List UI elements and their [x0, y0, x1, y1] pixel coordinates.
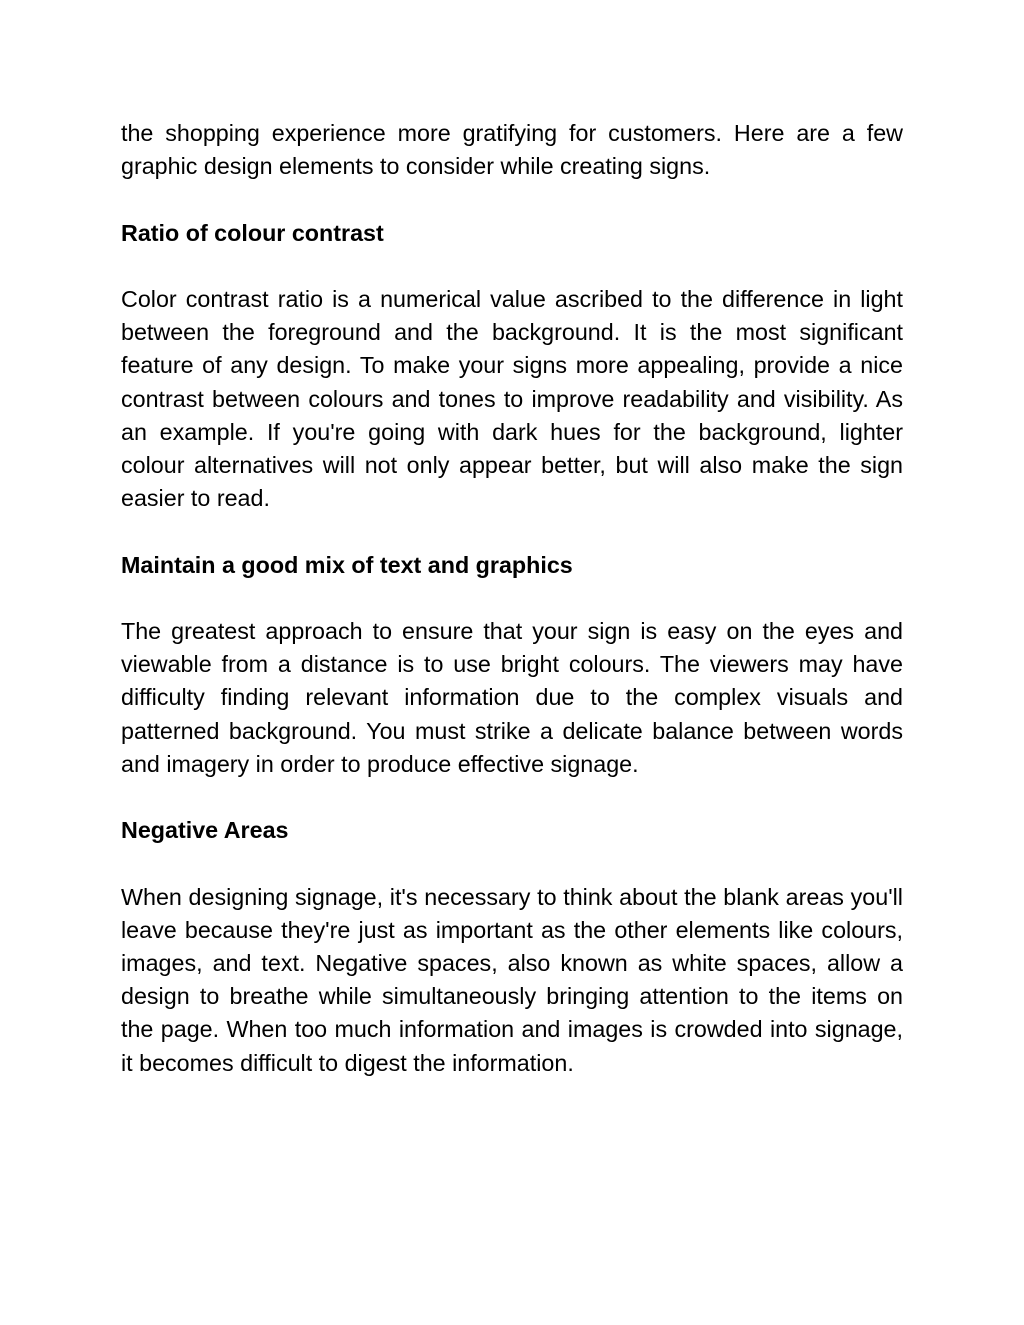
- spacer: [121, 183, 903, 216]
- spacer: [121, 847, 903, 880]
- spacer: [121, 250, 903, 283]
- section-heading-colour-contrast: Ratio of colour contrast: [121, 219, 384, 246]
- spacer: [121, 515, 903, 548]
- spacer: [121, 582, 903, 615]
- section-body-colour-contrast: Color contrast ratio is a numerical value ascribed to the difference in light between the foreground and the background. It is the most significant feature of any design. To make your signs more appealing, provide a nice contrast between colours and tones to improve readability and visibility. As an example. If you're going with dark hues for the background, lighter colour alternatives will not only appear better, but will also make the sign easier to read.: [121, 285, 903, 512]
- spacer: [121, 781, 903, 814]
- section-heading-negative-areas: Negative Areas: [121, 817, 289, 844]
- section-heading-text-graphics: Maintain a good mix of text and graphics: [121, 551, 573, 578]
- section-body-text-graphics: The greatest approach to ensure that your sign is easy on the eyes and viewable from a distance is to use bright colours. The viewers may have difficulty finding relevant information due to the complex visuals and patterned background. You must strike a delicate balance between words and imagery in order to produce effective signage.: [121, 617, 903, 777]
- document-page: [121, 117, 903, 1080]
- intro-paragraph: the shopping experience more gratifying for customers. Here are a few graphic design elements to consider while creating signs.: [121, 120, 903, 180]
- section-body-negative-areas: When designing signage, it's necessary to think about the blank areas you'll leave because they're just as important as the other elements like colours, images, and text. Negative spaces, also known as white spaces, allow a design to breathe while simultaneously bringing attention to the items on the page. When too much information and images is crowded into signage, it becomes difficult to digest the information.: [121, 883, 903, 1076]
